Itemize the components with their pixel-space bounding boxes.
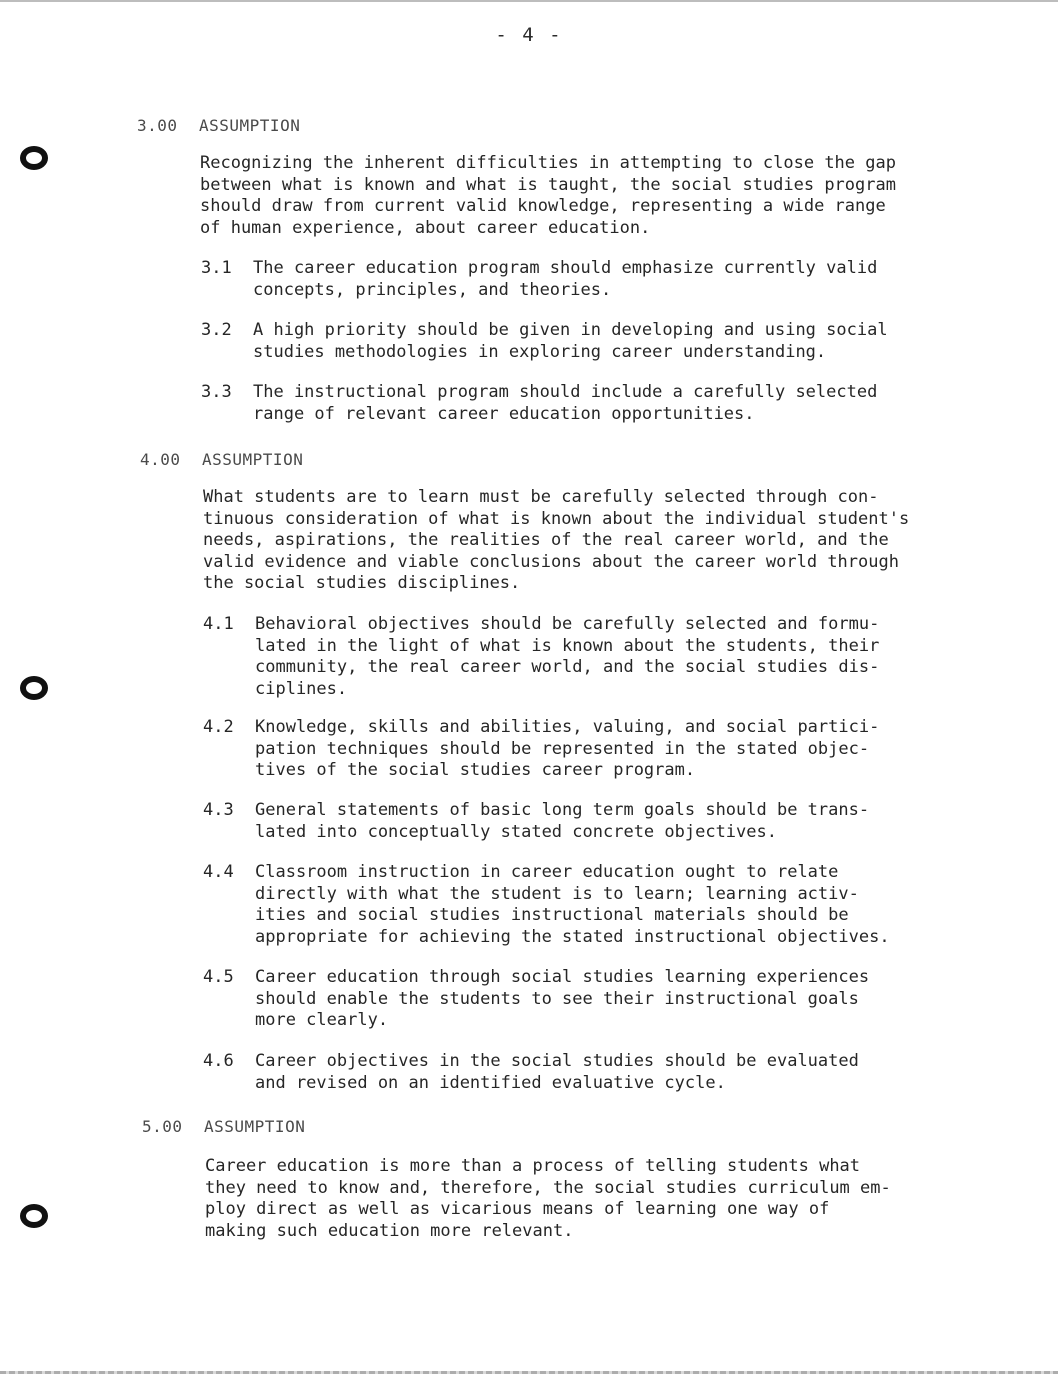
- item-text: General statements of basic long term goals should be trans- lated into conceptually stated concrete objectives.: [255, 800, 870, 842]
- scan-edge-top: [0, 0, 1058, 2]
- section-heading: [142, 1117, 305, 1136]
- item-text: The instructional program should include a carefully selected range of relevant career education opportunities.: [253, 382, 878, 424]
- punch-hole-icon: [20, 146, 48, 170]
- item-text: A high priority should be given in developing and using social studies methodologies in exploring career understanding.: [253, 320, 888, 362]
- section-heading: [137, 116, 300, 135]
- item-number: 4.5: [203, 967, 234, 987]
- item-text: Career objectives in the social studies should be evaluated and revised on an identified evaluative cycle.: [255, 1051, 859, 1093]
- section-heading: [140, 450, 303, 469]
- section-intro: What students are to learn must be carefully selected through con- tinuous consideration of what is known about the individual student's needs, aspirations, the realities of the real career world, and the valid evidence and viable conclusions about the career world through the social studies disciplines.: [203, 487, 910, 593]
- section-number: 5.00: [142, 1117, 183, 1136]
- item-number: 4.6: [203, 1051, 234, 1071]
- item-number: 4.4: [203, 862, 234, 882]
- section-number: 4.00: [140, 450, 181, 469]
- section-title: ASSUMPTION: [202, 450, 304, 469]
- item-number: 3.2: [201, 320, 232, 340]
- item-text: Knowledge, skills and abilities, valuing, and social partici- pation techniques should be represented in the stated objec- tives of the social studies career program.: [255, 717, 880, 780]
- page-number: - 4 -: [495, 24, 563, 46]
- item-text: Behavioral objectives should be carefully selected and formu- lated in the light of what is known about the students, their community, the real career world, and the social studies dis- ciplines.: [255, 614, 880, 699]
- item-text: Classroom instruction in career education ought to relate directly with what the student is to learn; learning activ- ities and social studies instructional materials should be appropriate for achieving the stated instructional objectives.: [255, 862, 890, 947]
- section-title: ASSUMPTION: [199, 116, 301, 135]
- section-title: ASSUMPTION: [204, 1117, 306, 1136]
- item-number: 3.1: [201, 258, 232, 278]
- item-number: 4.2: [203, 717, 234, 737]
- scan-edge-bottom: [0, 1371, 1058, 1374]
- item-text: Career education through social studies learning experiences should enable the students to see their instructional goals more clearly.: [255, 967, 870, 1030]
- punch-hole-icon: [20, 676, 48, 700]
- item-number: 4.3: [203, 800, 234, 820]
- item-text: The career education program should emphasize currently valid concepts, principles, and theories.: [253, 258, 878, 300]
- item-number: 3.3: [201, 382, 232, 402]
- section-intro: Career education is more than a process of telling students what they need to know and, therefore, the social studies curriculum em- ploy direct as well as vicarious means of learning one way of making such education more relevant.: [205, 1156, 891, 1241]
- punch-hole-icon: [20, 1204, 48, 1228]
- section-number: 3.00: [137, 116, 178, 135]
- section-intro: Recognizing the inherent difficulties in attempting to close the gap between what is known and what is taught, the social studies program should draw from current valid knowledge, representing a wide range of human experience, about career education.: [200, 153, 896, 238]
- item-number: 4.1: [203, 614, 234, 634]
